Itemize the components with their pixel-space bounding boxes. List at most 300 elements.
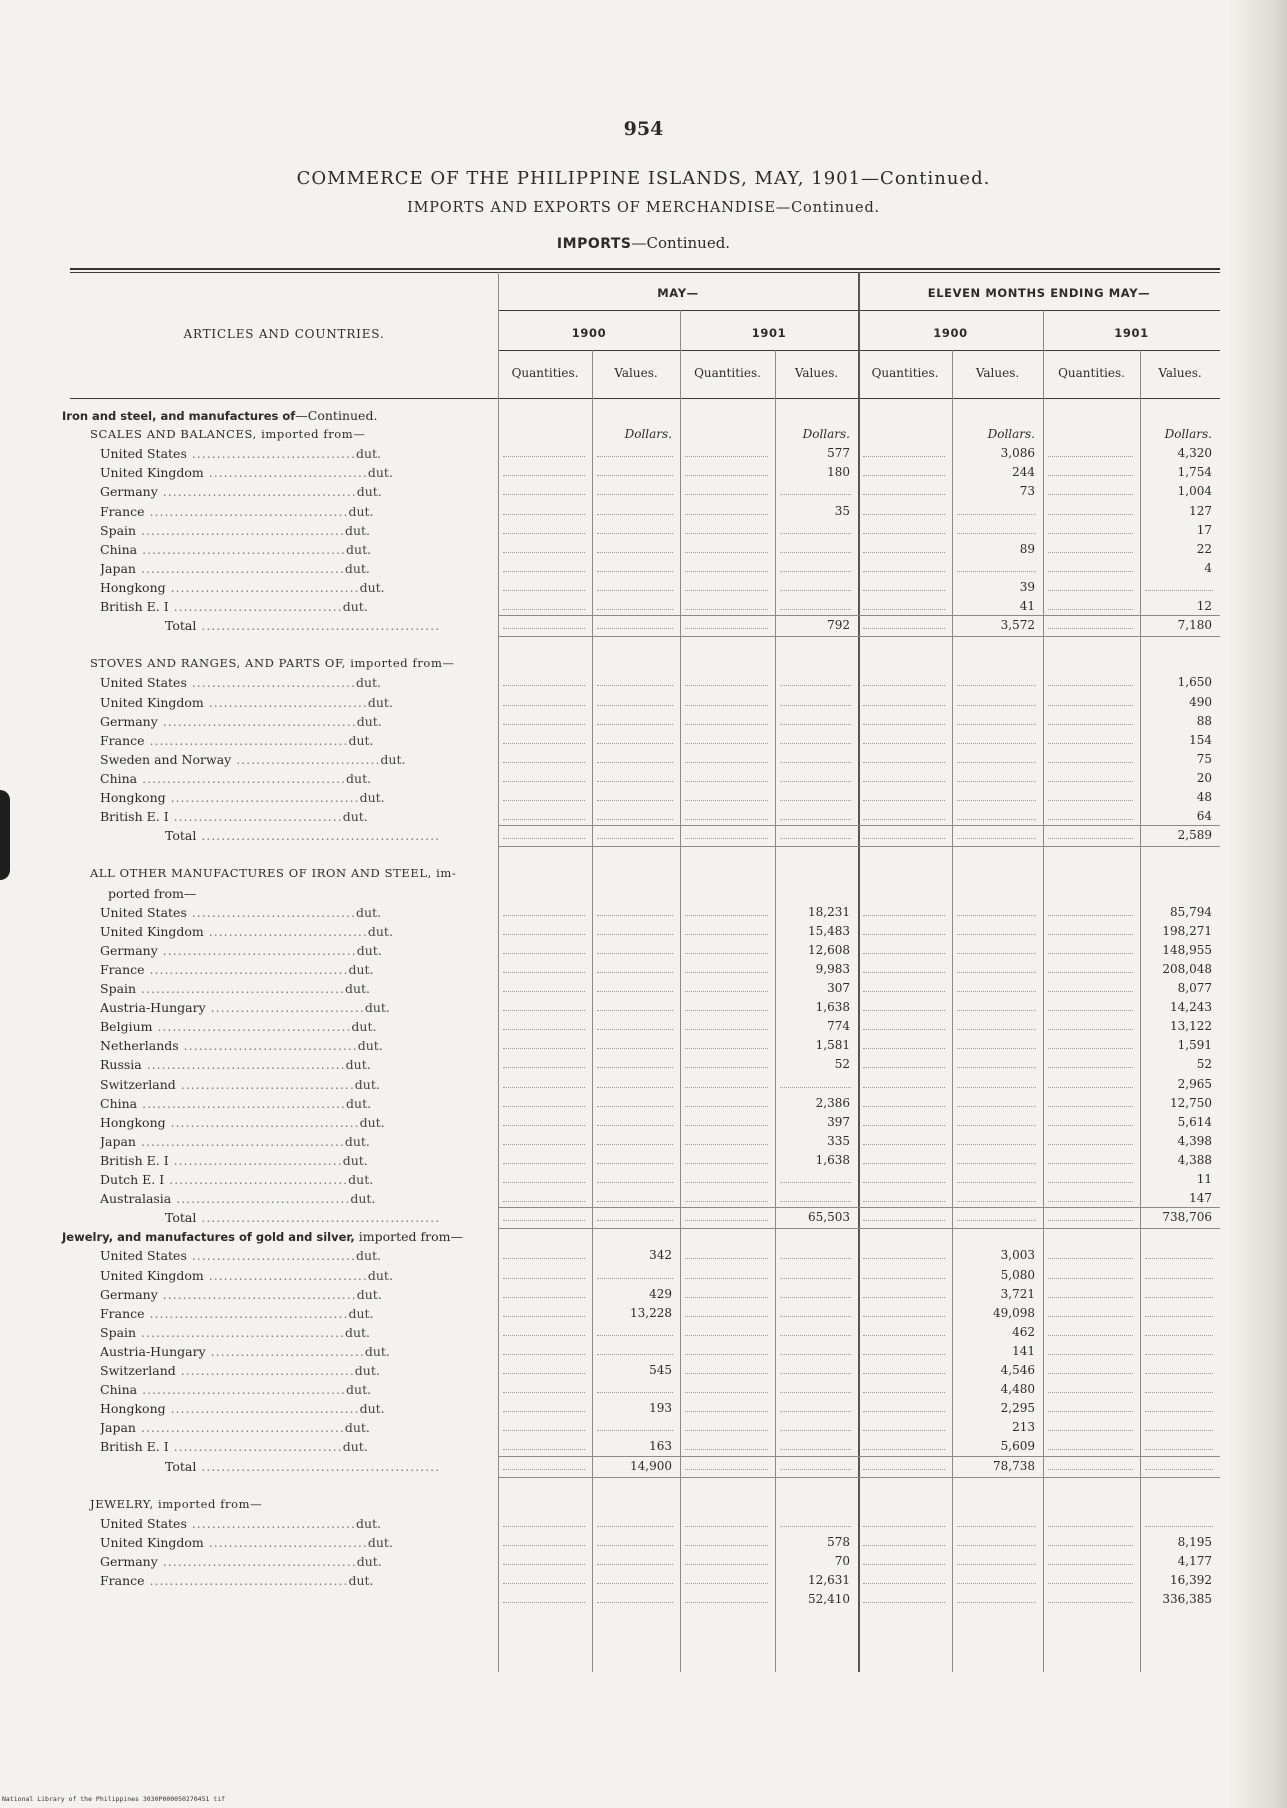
empty-cell-leader — [685, 1029, 768, 1030]
empty-cell-leader — [503, 991, 585, 992]
leader-dots: ...................................... — [165, 1401, 360, 1417]
empty-cell-leader — [597, 724, 673, 725]
empty-cell-leader — [503, 1048, 585, 1049]
country-name: France — [100, 1573, 145, 1589]
empty-cell-leader — [1048, 1354, 1133, 1355]
country-name: China — [100, 1095, 138, 1111]
table-row — [0, 941, 1287, 960]
row-label — [100, 712, 490, 731]
empty-cell-leader — [957, 781, 1036, 782]
empty-cell-leader — [957, 915, 1036, 916]
empty-cell-leader — [863, 915, 945, 916]
empty-cell-leader — [685, 1545, 768, 1546]
leader-dots: ................................................ — [196, 828, 441, 844]
table-cell: 4,320 — [1177, 446, 1212, 461]
empty-cell-leader — [863, 1602, 945, 1603]
leader-dots: ....................................... — [157, 713, 357, 729]
empty-cell-leader — [685, 609, 768, 610]
empty-cell-leader — [863, 1354, 945, 1355]
empty-cell-leader — [597, 494, 673, 495]
table-cell: 154 — [1189, 732, 1212, 747]
leader-dots: ................................................ — [196, 618, 441, 634]
leader-dots: ......................................... — [135, 1133, 345, 1149]
table-cell: 39 — [1019, 579, 1035, 594]
row-label — [100, 960, 490, 979]
table-row — [0, 1457, 1287, 1476]
header-year-1900-eleven: 1900 — [933, 326, 968, 340]
empty-cell-leader — [1048, 1087, 1133, 1088]
empty-cell-leader — [597, 1106, 673, 1107]
empty-cell-leader — [780, 1182, 851, 1183]
leader-dots: ................................................ — [196, 1210, 441, 1226]
empty-cell-leader — [863, 1106, 945, 1107]
table-cell: 12,750 — [1170, 1095, 1212, 1110]
empty-cell-leader — [597, 781, 673, 782]
table-row — [0, 1266, 1287, 1285]
row-label: ported from— — [108, 885, 197, 901]
header-values: Values. — [975, 366, 1020, 380]
section-heading-rest: —Continued. — [631, 234, 731, 252]
duty-unit: dut. — [356, 1286, 382, 1302]
table-cell: 65,503 — [808, 1210, 850, 1225]
empty-cell-leader — [685, 724, 768, 725]
table-row — [0, 884, 1287, 903]
empty-cell-leader — [1048, 819, 1133, 820]
empty-cell-leader — [957, 819, 1036, 820]
header-year-1900-may: 1900 — [571, 326, 607, 340]
empty-cell-leader — [597, 1029, 673, 1030]
table-cell: 4,177 — [1177, 1554, 1212, 1568]
duty-unit: dut. — [346, 1382, 372, 1398]
empty-cell-leader — [503, 1010, 585, 1011]
empty-cell-leader — [685, 1526, 768, 1527]
empty-cell-leader — [1048, 475, 1133, 476]
table-cell: 16,392 — [1170, 1573, 1212, 1588]
table-cell: 4 — [1204, 560, 1212, 575]
leader-dots: ......................................... — [135, 560, 345, 576]
duty-unit: dut. — [348, 1573, 374, 1589]
duty-unit: dut. — [355, 904, 382, 920]
table-cell: Dollars. — [987, 427, 1035, 442]
country-name: Dutch E. I — [100, 1172, 165, 1187]
empty-cell-leader — [863, 590, 945, 591]
empty-cell-leader — [957, 1087, 1036, 1088]
row-label — [100, 1342, 490, 1361]
duty-unit: dut. — [354, 1076, 380, 1092]
empty-cell-leader — [1145, 1316, 1213, 1317]
table-cell: 490 — [1189, 694, 1212, 709]
empty-cell-leader — [685, 1411, 768, 1412]
empty-cell-leader — [503, 1469, 585, 1470]
table-cell: 2,589 — [1177, 828, 1212, 843]
empty-cell-leader — [863, 819, 945, 820]
table-cell: 49,098 — [993, 1305, 1035, 1320]
table-row — [0, 635, 1287, 654]
table-cell: 578 — [827, 1534, 850, 1549]
leader-dots: ...................................... — [165, 790, 360, 805]
table-cell: 5,614 — [1177, 1114, 1212, 1129]
empty-cell-leader — [685, 1354, 768, 1355]
empty-cell-leader — [685, 1125, 768, 1126]
empty-cell-leader — [685, 991, 768, 992]
empty-cell-leader — [957, 1220, 1036, 1221]
empty-cell-leader — [503, 494, 585, 495]
empty-cell-leader — [1048, 1526, 1133, 1527]
empty-cell-leader — [597, 456, 673, 457]
empty-cell-leader — [957, 1106, 1036, 1107]
table-row — [0, 998, 1287, 1017]
table-cell: Dollars. — [802, 427, 850, 442]
table-cell: 397 — [827, 1114, 850, 1129]
table-cell: 193 — [649, 1401, 672, 1416]
empty-cell-leader — [780, 781, 851, 782]
leader-dots: ......................................... — [136, 1324, 345, 1340]
country-name: Switzerland — [100, 1076, 176, 1092]
empty-cell-leader — [685, 685, 768, 686]
empty-cell-leader — [1048, 1182, 1133, 1183]
empty-cell-leader — [863, 1201, 945, 1202]
country-name: United Kingdom — [100, 465, 204, 481]
row-label: ALL OTHER MANUFACTURES OF IRON AND STEEL, im- — [90, 866, 457, 881]
empty-cell-leader — [597, 1602, 673, 1603]
table-cell: 5,609 — [1000, 1439, 1035, 1454]
table-row — [0, 425, 1287, 444]
table-cell: 3,721 — [1000, 1286, 1035, 1301]
empty-cell-leader — [863, 475, 945, 476]
empty-cell-leader — [685, 800, 768, 801]
empty-cell-leader — [503, 1373, 585, 1374]
header-bottom-rule — [70, 398, 1220, 399]
empty-cell-leader — [503, 1430, 585, 1431]
duty-unit: dut. — [344, 1133, 370, 1149]
empty-cell-leader — [1145, 1469, 1213, 1470]
empty-cell-leader — [1048, 1602, 1133, 1603]
scan-footer-note: National Library of the Philippines 3030P000050270451 tif — [2, 1795, 226, 1803]
duty-unit: dut. — [348, 1305, 374, 1321]
row-label — [100, 769, 490, 788]
empty-cell-leader — [863, 953, 945, 954]
duty-unit: dut. — [344, 560, 370, 576]
leader-dots: ....................................... — [157, 1554, 357, 1569]
empty-cell-leader — [597, 800, 673, 801]
empty-cell-leader — [863, 1430, 945, 1431]
empty-cell-leader — [685, 533, 768, 534]
page-subtitle: IMPORTS AND EXPORTS OF MERCHANDISE—Continued. — [407, 200, 880, 216]
empty-cell-leader — [957, 1564, 1036, 1565]
empty-cell-leader — [780, 1411, 851, 1412]
table-cell: 7,180 — [1177, 618, 1212, 633]
empty-cell-leader — [863, 934, 945, 935]
leader-dots: ................................ — [203, 923, 368, 939]
table-cell: 13,228 — [630, 1305, 672, 1320]
header-values: Values. — [1158, 366, 1202, 380]
duty-unit: dut. — [348, 961, 374, 977]
empty-cell-leader — [863, 1411, 945, 1412]
country-name: Germany — [100, 1286, 158, 1302]
empty-cell-leader — [597, 514, 673, 515]
header-values: Values. — [614, 366, 658, 380]
section-heading-bold: IMPORTS — [556, 236, 632, 252]
country-name: Hongkong — [100, 1114, 166, 1130]
table-cell: 64 — [1196, 809, 1212, 824]
empty-cell-leader — [597, 533, 673, 534]
table-row — [0, 1189, 1287, 1208]
duty-unit: dut. — [348, 732, 374, 748]
empty-cell-leader — [685, 475, 768, 476]
empty-cell-leader — [597, 1201, 673, 1202]
empty-cell-leader — [685, 762, 768, 763]
country-name: United States — [100, 675, 187, 691]
table-cell: 4,480 — [1000, 1382, 1035, 1397]
duty-unit: dut. — [356, 713, 382, 729]
country-name: Austria-Hungary — [100, 1000, 206, 1016]
empty-cell-leader — [1048, 953, 1133, 954]
table-row — [0, 922, 1287, 941]
table-row — [0, 1055, 1287, 1074]
empty-cell-leader — [1048, 685, 1133, 686]
duty-unit: dut. — [359, 790, 385, 805]
empty-cell-leader — [863, 1220, 945, 1221]
table-cell: 1,754 — [1177, 465, 1212, 480]
empty-cell-leader — [863, 514, 945, 515]
row-label — [165, 826, 555, 845]
empty-cell-leader — [1145, 1258, 1213, 1259]
table-row — [0, 693, 1287, 712]
empty-cell-leader — [1048, 1106, 1133, 1107]
empty-cell-leader — [780, 571, 851, 572]
row-label: SCALES AND BALANCES, imported from— — [90, 427, 366, 442]
empty-cell-leader — [1145, 1297, 1213, 1298]
empty-cell-leader — [780, 762, 851, 763]
duty-unit: dut. — [359, 1401, 385, 1417]
country-name: British E. I — [100, 809, 169, 825]
table-row — [0, 1323, 1287, 1342]
table-row — [0, 559, 1287, 578]
table-row — [0, 502, 1287, 521]
empty-cell-leader — [957, 1182, 1036, 1183]
table-cell: 1,650 — [1177, 675, 1212, 690]
empty-cell-leader — [597, 705, 673, 706]
table-cell: 774 — [827, 1019, 850, 1034]
empty-cell-leader — [863, 1297, 945, 1298]
empty-cell-leader — [597, 972, 673, 973]
empty-cell-leader — [503, 743, 585, 744]
header-quantities: Quantities. — [1058, 366, 1125, 380]
empty-cell-leader — [780, 1258, 851, 1259]
table-row — [0, 1075, 1287, 1094]
empty-cell-leader — [1048, 1201, 1133, 1202]
empty-cell-leader — [1048, 934, 1133, 935]
empty-cell-leader — [863, 1258, 945, 1259]
empty-cell-leader — [597, 1354, 673, 1355]
row-label — [100, 1533, 490, 1552]
empty-cell-leader — [1048, 838, 1133, 839]
country-name: China — [100, 541, 138, 557]
table-cell: 12,631 — [808, 1573, 850, 1588]
empty-cell-leader — [685, 1087, 768, 1088]
row-label — [100, 1323, 490, 1342]
country-name: Belgium — [100, 1019, 153, 1035]
country-name: United Kingdom — [100, 1267, 204, 1283]
table-cell: 198,271 — [1162, 923, 1212, 938]
header-quantities: Quantities. — [871, 366, 939, 380]
empty-cell-leader — [503, 781, 585, 782]
empty-cell-leader — [685, 1182, 768, 1183]
duty-unit: dut. — [355, 1515, 382, 1531]
empty-cell-leader — [685, 1449, 768, 1450]
empty-cell-leader — [597, 685, 673, 686]
empty-cell-leader — [597, 1048, 673, 1049]
empty-cell-leader — [780, 1335, 851, 1336]
table-cell: 1,581 — [815, 1038, 850, 1053]
empty-cell-leader — [957, 1029, 1036, 1030]
empty-cell-leader — [1145, 590, 1213, 591]
country-name: Germany — [100, 713, 158, 729]
table-row — [0, 540, 1287, 559]
empty-cell-leader — [685, 915, 768, 916]
table-cell: 738,706 — [1162, 1210, 1212, 1225]
table-row — [0, 1495, 1287, 1514]
empty-cell-leader — [1145, 1335, 1213, 1336]
empty-cell-leader — [780, 1354, 851, 1355]
empty-cell-leader — [1145, 1526, 1213, 1527]
table-row — [0, 712, 1287, 731]
empty-cell-leader — [863, 1182, 945, 1183]
duty-unit: dut. — [367, 694, 393, 710]
total-rule — [498, 825, 1220, 826]
row-label — [100, 693, 490, 712]
empty-cell-leader — [503, 1144, 585, 1145]
leader-dots: ................................. — [186, 446, 356, 462]
empty-cell-leader — [863, 1392, 945, 1393]
row-label — [100, 1514, 490, 1533]
country-name: Japan — [100, 1420, 136, 1436]
empty-cell-leader — [1048, 800, 1133, 801]
row-label — [100, 1418, 490, 1437]
empty-cell-leader — [957, 1163, 1036, 1164]
row-label — [100, 1094, 490, 1113]
duty-unit: dut. — [357, 1038, 383, 1054]
duty-unit: dut. — [344, 522, 371, 538]
empty-cell-leader — [1048, 1335, 1133, 1336]
empty-cell-leader — [685, 838, 768, 839]
table-cell: 2,386 — [815, 1095, 850, 1110]
header-may: MAY— — [657, 286, 699, 300]
empty-cell-leader — [957, 953, 1036, 954]
empty-cell-leader — [685, 953, 768, 954]
table-cell: 14,243 — [1170, 1000, 1212, 1015]
table-cell: Dollars. — [1164, 427, 1212, 442]
leader-dots: ......................................... — [137, 1095, 347, 1111]
empty-cell-leader — [957, 1067, 1036, 1068]
table-top-rule — [70, 268, 1220, 270]
table-row — [0, 960, 1287, 979]
empty-cell-leader — [685, 705, 768, 706]
country-name: British E. I — [100, 1439, 169, 1455]
leader-dots: ............................... — [205, 1343, 365, 1359]
empty-cell-leader — [957, 838, 1036, 839]
table-cell: 22 — [1196, 541, 1212, 556]
country-name: United States — [100, 1248, 187, 1264]
row-label — [100, 807, 490, 826]
table-cell: 141 — [1012, 1343, 1035, 1358]
leader-dots: ................................................ — [196, 1458, 441, 1474]
empty-cell-leader — [1145, 1430, 1213, 1431]
table-cell: 148,955 — [1162, 942, 1212, 957]
duty-unit: dut. — [355, 675, 382, 691]
duty-unit: dut. — [346, 541, 372, 557]
leader-dots: ......................................... — [136, 981, 345, 996]
empty-cell-leader — [863, 1125, 945, 1126]
duty-unit: dut. — [367, 923, 393, 939]
empty-cell-leader — [863, 838, 945, 839]
empty-cell-leader — [863, 1278, 945, 1279]
table-row — [0, 1017, 1287, 1036]
row-label — [100, 1266, 490, 1285]
empty-cell-leader — [1048, 609, 1133, 610]
empty-cell-leader — [503, 1125, 585, 1126]
empty-cell-leader — [957, 533, 1036, 534]
empty-cell-leader — [503, 1067, 585, 1068]
empty-cell-leader — [1048, 628, 1133, 629]
empty-cell-leader — [957, 685, 1036, 686]
empty-cell-leader — [863, 991, 945, 992]
table-row — [0, 1533, 1287, 1552]
empty-cell-leader — [957, 1583, 1036, 1584]
table-row — [0, 1094, 1287, 1113]
empty-cell-leader — [863, 705, 945, 706]
leader-dots: ............................... — [205, 1000, 365, 1016]
empty-cell-leader — [863, 533, 945, 534]
duty-unit: dut. — [355, 1248, 382, 1264]
row-label: JEWELRY, imported from— — [90, 1496, 263, 1511]
table-row — [0, 1036, 1287, 1055]
table-row — [0, 864, 1287, 883]
table-cell: 8,195 — [1177, 1534, 1212, 1549]
empty-cell-leader — [1048, 1430, 1133, 1431]
table-row — [0, 463, 1287, 482]
table-row — [0, 1476, 1287, 1495]
table-row — [0, 1437, 1287, 1456]
empty-cell-leader — [685, 1564, 768, 1565]
row-label — [100, 521, 490, 540]
country-name: Japan — [100, 560, 136, 576]
row-label — [100, 559, 490, 578]
empty-cell-leader — [780, 1373, 851, 1374]
leader-dots: ........................................ — [144, 961, 349, 977]
empty-cell-leader — [685, 494, 768, 495]
empty-cell-leader — [863, 800, 945, 801]
empty-cell-leader — [503, 1258, 585, 1259]
country-name: China — [100, 770, 138, 786]
empty-cell-leader — [1145, 1354, 1213, 1355]
table-row — [0, 731, 1287, 750]
country-name: United States — [100, 446, 187, 462]
empty-cell-leader — [503, 1316, 585, 1317]
empty-cell-leader — [685, 934, 768, 935]
empty-cell-leader — [503, 514, 585, 515]
table-row — [0, 1590, 1287, 1609]
total-label: Total — [165, 618, 197, 634]
empty-cell-leader — [685, 819, 768, 820]
empty-cell-leader — [863, 781, 945, 782]
table-row — [0, 1399, 1287, 1418]
empty-cell-leader — [685, 1220, 768, 1221]
leader-dots: ......................................... — [137, 1382, 347, 1398]
total-label: Total — [165, 1458, 197, 1474]
duty-unit: dut. — [342, 1152, 368, 1168]
empty-cell-leader — [597, 953, 673, 954]
